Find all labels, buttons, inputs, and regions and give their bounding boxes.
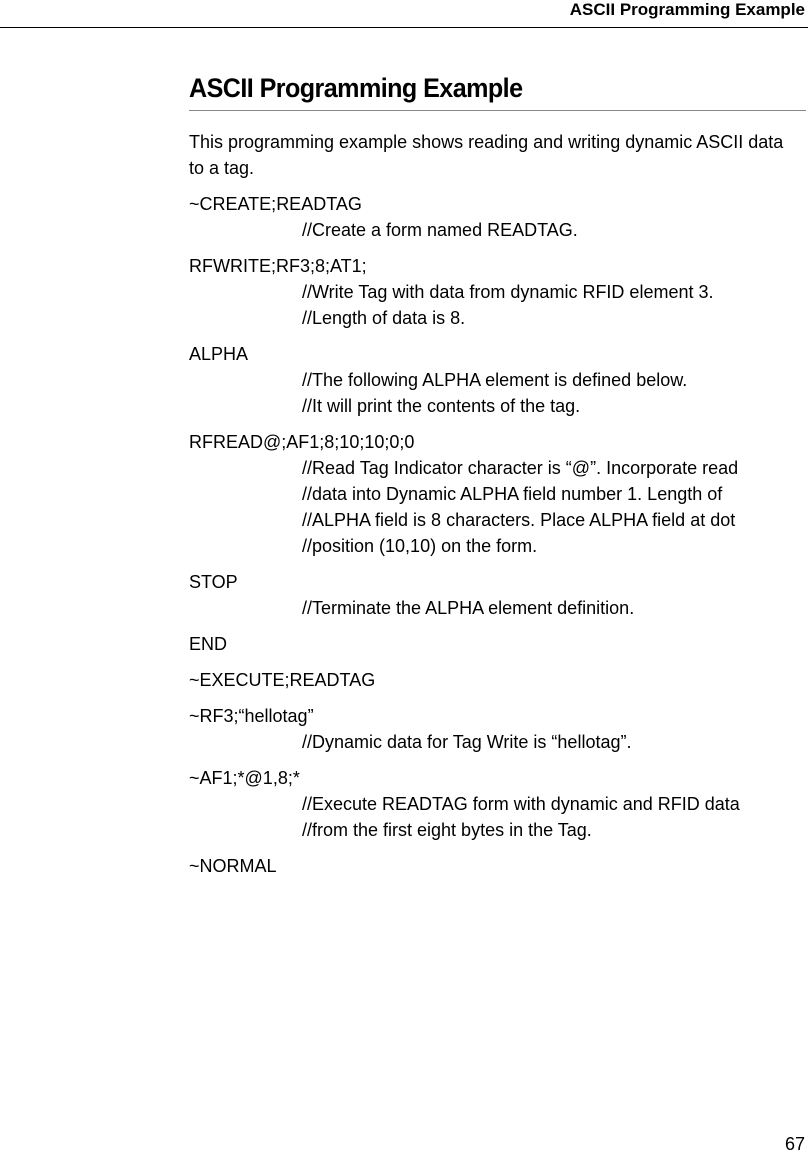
code-entry <box>189 341 806 419</box>
command-line: ~NORMAL <box>189 856 277 876</box>
comment-line: //data into Dynamic ALPHA field number 1. Length of <box>302 484 723 504</box>
command-line: ALPHA <box>189 344 249 364</box>
comment-line: //position (10,10) on the form. <box>302 536 538 556</box>
command-line: STOP <box>189 572 238 592</box>
code-entry <box>189 253 806 331</box>
comment-line: //Read Tag Indicator character is “@”. Incorporate read <box>302 458 739 478</box>
page-number: 67 <box>784 1134 805 1154</box>
code-entry <box>189 765 806 843</box>
running-header-title: ASCII Programming Example <box>569 0 805 19</box>
comment-line: //Terminate the ALPHA element definition. <box>302 598 635 618</box>
code-entry <box>189 569 806 621</box>
command-line: RFWRITE;RF3;8;AT1; <box>189 256 367 276</box>
comment-line: //Create a form named READTAG. <box>302 220 578 240</box>
intro-paragraph: This programming example shows reading and writing dynamic ASCII data to a tag. <box>189 132 784 178</box>
section-title: ASCII Programming Example <box>189 73 523 103</box>
comment-line: //The following ALPHA element is defined below. <box>302 370 688 390</box>
code-entry <box>189 703 806 755</box>
comment-line: //Dynamic data for Tag Write is “hellotag”. <box>302 732 632 752</box>
command-line: ~CREATE;READTAG <box>189 194 362 214</box>
code-entry <box>189 429 806 559</box>
command-line: ~EXECUTE;READTAG <box>189 670 376 690</box>
command-line: END <box>189 634 228 654</box>
code-entry <box>189 667 806 693</box>
comment-line: //Length of data is 8. <box>302 308 466 328</box>
comment-line: //ALPHA field is 8 characters. Place ALPHA field at dot <box>302 510 736 530</box>
comment-line: //Write Tag with data from dynamic RFID element 3. <box>302 282 714 302</box>
code-entry <box>189 853 806 879</box>
code-entry <box>189 631 806 657</box>
comment-line: //from the first eight bytes in the Tag. <box>302 820 592 840</box>
comment-line: //It will print the contents of the tag. <box>302 396 581 416</box>
command-line: ~RF3;“hellotag” <box>189 706 314 726</box>
running-header <box>0 0 808 28</box>
code-entry <box>189 191 806 243</box>
code-listing <box>189 191 806 879</box>
command-line: ~AF1;*@1,8;* <box>189 768 300 788</box>
command-line: RFREAD@;AF1;8;10;10;0;0 <box>189 432 415 452</box>
section-title-rule <box>189 66 806 111</box>
main-content <box>189 66 806 889</box>
comment-line: //Execute READTAG form with dynamic and RFID data <box>302 794 740 814</box>
